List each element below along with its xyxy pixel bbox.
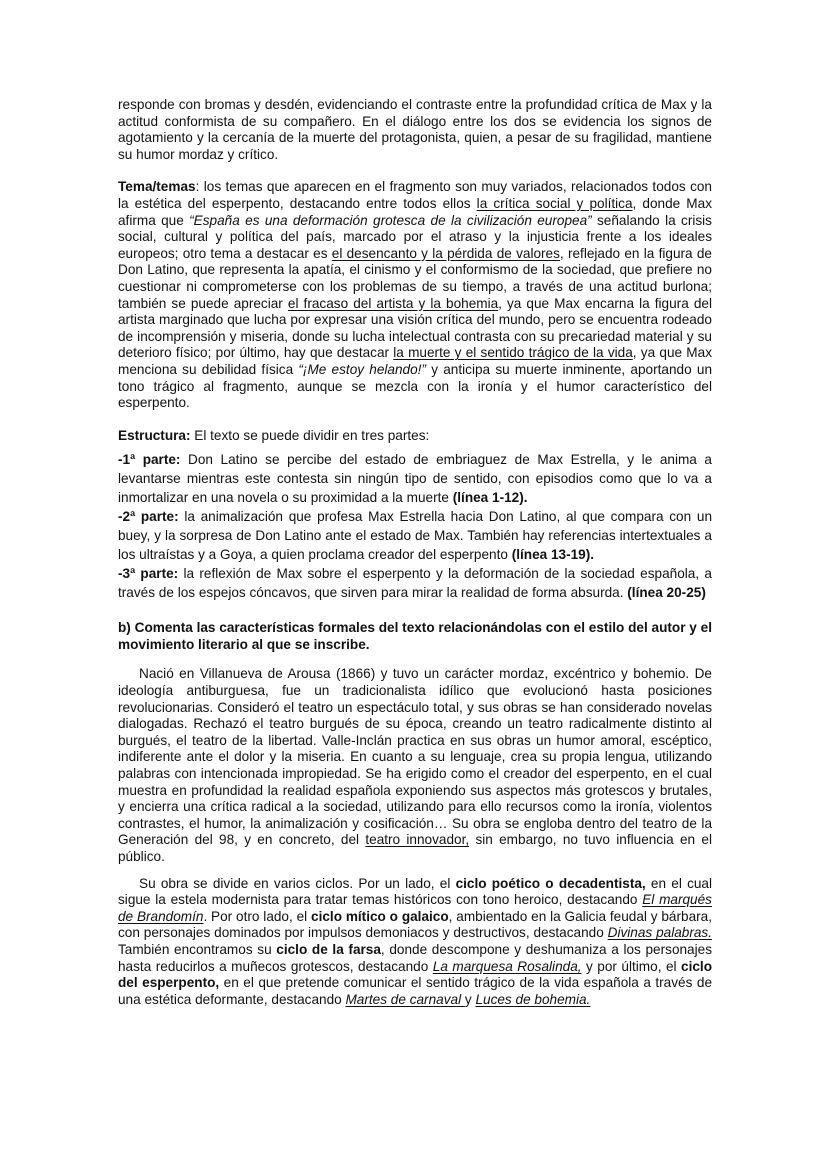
estructura-list bbox=[118, 450, 712, 602]
work-divinas-palabras: Divinas palabras. bbox=[607, 925, 712, 941]
ciclo-esperpento: ciclo del esperpento, bbox=[118, 958, 712, 991]
temas-paragraph: Tema/temas: los temas que aparecen en el fragmento son muy variados, relacionados todos con la estética del esperpento, destacando entre todos ellos la crítica social y política, donde Max afirma que “España es una deformación grotesca de la civilización europea” señalando la crisis social, cultural y política del país, marcado por el atraso y la injusticia frente a los ideales europeos; otro tema a destacar es el desencanto y la pérdida de valores, reflejado en la figura de Don Latino, que representa la apatía, el cinismo y el conformismo de la sociedad, que prefiere no cuestionar ni comprometerse con los problemas de su tiempo, a través de una actitud burlona; también se puede apreciar el fracaso del artista y la bohemia, ya que Max encarna la figura del artista marginado que lucha por expresar una visión crítica del mundo, pero se encuentra rodeado de incomprensión y miseria, donde su lucha intelectual contrasta con su precariedad material y su deterioro físico; por último, hay que destacar la muerte y el sentido trágico de la vida, ya que Max menciona su debilidad física “¡Me estoy helando!” y anticipa su muerte inminente, aportando un tono trágico al fragmento, aunque se mezcla con la ironía y el humor característico del esperpento. bbox=[118, 179, 712, 411]
teatro-innovador: teatro innovador, bbox=[365, 832, 470, 848]
estructura-part-1: -1ª parte: Don Latino se percibe del estado de embriaguez de Max Estrella, y le anima a levantarse mientras este contesta sin ningún tipo de sentido, con episodios como que lo va a inmortalizar en una novela o su proximidad a la muerte (línea 1-12). bbox=[118, 452, 712, 506]
autor-paragraph: Nació en Villanueva de Arousa (1866) y tuvo un carácter mordaz, excéntrico y bohemio. De ideología antiburguesa, fue un tradicionalista idílico que evolucionó hasta posiciones revolucionarias. Consideró el teatro un espectáculo total, y sus obras se han considerado novelas dialogadas. Rechazó el teatro burgués de su época, creando un teatro radicalmente distinto al burgués, el teatro de la libertad. Valle-Inclán practica en sus obras un humor amoral, escéptico, indiferente ante el dolor y la miseria. En cuanto a su lenguaje, crea su propia lengua, utilizando palabras con intencionada impropiedad. Se ha erigido como el creador del esperpento, en el cual muestra en profundidad la realidad española exponiendo sus aspectos más grotescos y brutales, y encierra una crítica radical a la sociedad, utilizando para ello recursos como la ironía, violentos contrastes, el humor, la animalización y cosificación… Su obra se engloba dentro del teatro de la Generación del 98, y en concreto, del teatro innovador, sin embargo, no tuvo influencia en el público. bbox=[118, 666, 712, 864]
tema-muerte: la muerte y el sentido trágico de la vida bbox=[393, 345, 633, 361]
tema-desencanto: el desencanto y la pérdida de valores bbox=[331, 245, 560, 261]
ciclo-poetico: ciclo poético o decadentista, bbox=[455, 875, 646, 891]
question-b-heading: b) Comenta las características formales del texto relacionándolas con el estilo del autor y el movimiento literario al que se inscribe. bbox=[118, 620, 712, 652]
ciclo-mitico: ciclo mítico o galaico bbox=[311, 908, 449, 924]
work-martes-carnaval: Martes de carnaval bbox=[345, 991, 465, 1007]
intro-paragraph: responde con bromas y desdén, evidenciando el contraste entre la profundidad crítica de Max y la actitud conformista de su compañero. En el diálogo entre los dos se evidencia los signos de agotamiento y la cercanía de la muerte del protagonista, quien, a pesar de su fragilidad, mantiene su humor mordaz y crítico. bbox=[118, 97, 712, 162]
ciclos-paragraph: Su obra se divide en varios ciclos. Por un lado, el ciclo poético o decadentista, en el cual sigue la estela modernista para tratar temas históricos con tono heroico, destacando El marqués de Brandomín. Por otro lado, el ciclo mítico o galaico, ambientado en la Galicia feudal y bárbara, con personajes dominados por impulsos demoniacos y destructivos, destacando Divinas palabras. También encontramos su ciclo de la farsa, donde descompone y deshumaniza a los personajes hasta reducirlos a muñecos grotescos, destacando La marquesa Rosalinda, y por último, el ciclo del esperpento, en el que pretende comunicar el sentido trágico de la vida española a través de una estética deformante, destacando Martes de carnaval y Luces de bohemia. bbox=[118, 875, 713, 1007]
temas-label: Tema/temas bbox=[118, 179, 196, 195]
document-page bbox=[118, 97, 712, 1008]
work-marquesa-rosalinda: La marquesa Rosalinda, bbox=[432, 958, 582, 974]
estructura-heading: Estructura: El texto se puede dividir en tres partes: bbox=[118, 427, 430, 443]
estructura-part-3: -3ª parte: la reflexión de Max sobre el esperpento y la deformación de la sociedad española, a través de los espejos cóncavos, que sirven para mirar la realidad de forma absurda. (línea 20-25) bbox=[118, 566, 712, 601]
quote-helando: “¡Me estoy helando!” bbox=[298, 361, 426, 377]
work-marques-brandomin: El marqués de Brandomín bbox=[118, 892, 712, 924]
estructura-part-2: -2ª parte: la animalización que profesa Max Estrella hacia Don Latino, al que compara con un buey, y la sorpresa de Don Latino ante el estado de Max. También hay referencias intertextuales a los ultraístas y a Goya, a quien proclama creador del esperpento (línea 13-19). bbox=[118, 509, 713, 563]
work-luces-bohemia: Luces de bohemia. bbox=[475, 991, 591, 1007]
tema-critica-social: la crítica social y política bbox=[476, 195, 633, 211]
quote-espana: “España es una deformación grotesca de la civilización europea” bbox=[189, 212, 592, 228]
tema-fracaso-artista: el fracaso del artista y la bohemia bbox=[287, 295, 499, 311]
ciclo-farsa: ciclo de la farsa bbox=[276, 941, 381, 957]
